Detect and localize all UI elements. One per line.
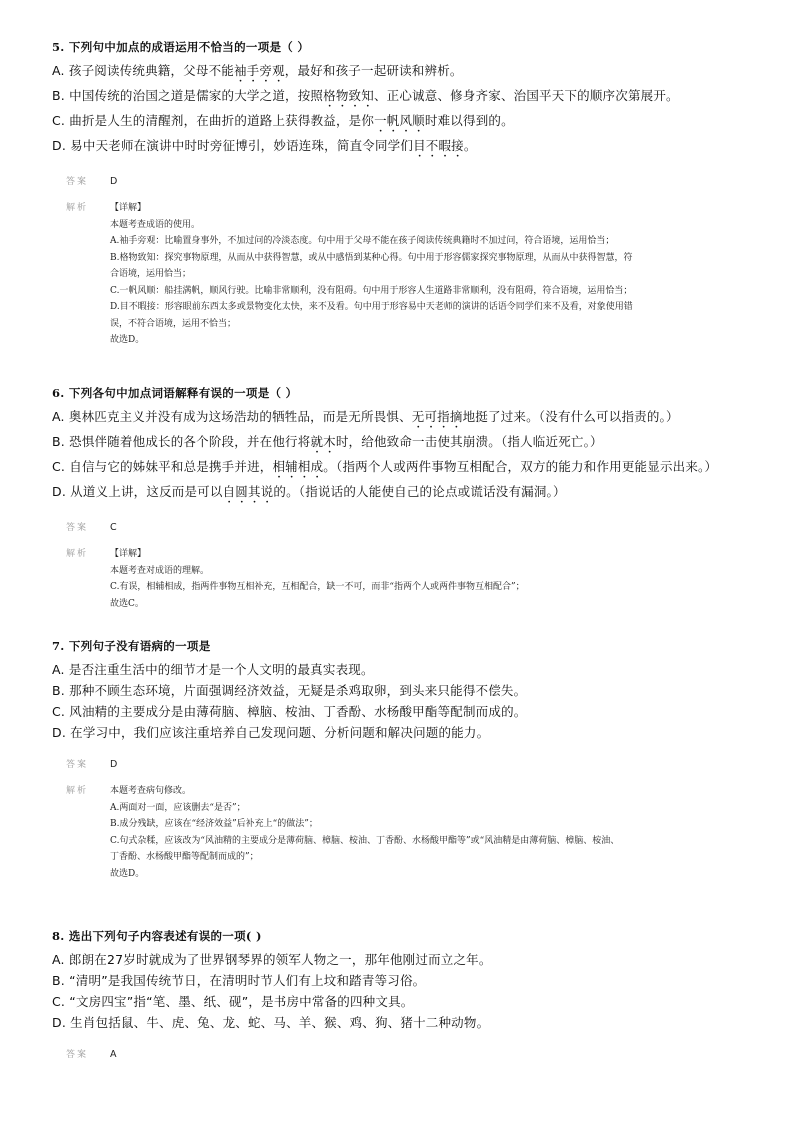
analysis-label: 解析 [66,786,89,796]
analysis-text: 【详解】 本题考查成语的使用。 A.袖手旁观：比喻置身事外，不加过问的冷淡态度。句中用于父母不能在孩子阅读传统典籍时不加过问，符合语境，运用恰当； B.格物致知：探究事物原理，从而从中获得智慧，或从中感悟到某种心得。句中用于形容儒家探究事物原理，从而从中获得智慧，符 合语境，运用恰当； C.一帆风顺：船挂满帆，顺风行驶。比喻非常顺利，没有阻碍。句中用于形容人生道路非常顺利，没有阻碍，符合语境，运用恰当； D.目不暇接：形容眼前东西太多或景物变化太快，来不及看。句中用于形容易中天老师的演讲的话语令同学们来不及看，对象使用错 误，不符合语境，运用不恰当； 故选D。 [110,203,633,345]
dotted-phrase: 就木 [310,434,336,449]
analysis-row [52,200,772,349]
option-c: C. “文房四宝”指“笔、墨、纸、砚”，是书房中常备的四种文具。 [52,994,414,1009]
answer-row [52,174,772,190]
dotted-idiom: 一帆风顺 [374,113,425,128]
analysis-label: 解析 [66,549,89,559]
option-d: D. 易中天老师在演讲中时时旁征博引，妙语连珠，简直令同学们目不暇接。 [52,138,477,153]
question-stem: 8. 选出下列句子内容表述有误的一项( ) [52,929,262,943]
option-c: C. 曲折是人生的清醒剂，在曲折的道路上获得教益，是你一帆风顺时难以得到的。 [52,113,514,128]
option-c: C. 自信与它的姊妹平和总是携手并进，相辅相成。（指两个人或两件事物互相配合，双方的能力和作用更能显示出来。） [52,459,718,474]
dotted-idiom: 格物致知 [323,88,374,103]
question-7 [52,637,772,882]
answer-row [52,1047,772,1063]
dotted-phrase: 自圆其说 [222,484,274,499]
answer-value: D [110,759,118,770]
dotted-phrase: 相辅相成 [272,459,324,474]
question-8 [52,927,772,1063]
option-d: D. 在学习中，我们应该注重培养自己发现问题、分析问题和解决问题的能力。 [52,725,490,740]
option-c: C. 风油精的主要成分是由薄荷脑、樟脑、桉油、丁香酚、水杨酸甲酯等配制而成的。 [52,704,527,719]
option-b: B. 中国传统的治国之道是儒家的大学之道，按照格物致知、正心诚意、修身齐家、治国平天下的顺序次第展开。 [52,88,679,103]
option-b: B. 恐惧伴随着他成长的各个阶段，并在他行将就木时，给他致命一击使其崩溃。（指人临近死亡。） [52,434,603,449]
option-b: B. 那种不顾生态环境，片面强调经济效益，无疑是杀鸡取卵，到头来只能得不偿失。 [52,683,527,698]
answer-label: 答案 [66,177,89,187]
option-b: B. “清明”是我国传统节日，在清明时节人们有上坟和踏青等习俗。 [52,973,426,988]
answer-row [52,520,772,536]
question-stem: 5. 下列句中加点的成语运用不恰当的一项是（ ） [52,40,310,54]
answer-value: A [110,1049,117,1060]
dotted-idiom: 袖手旁观 [233,63,285,78]
option-a: A. 孩子阅读传统典籍，父母不能袖手旁观，最好和孩子一起研读和辨析。 [52,63,463,78]
answer-label: 答案 [66,523,89,533]
option-a: A. 是否注重生活中的细节才是一个人文明的最真实表现。 [52,662,374,677]
answer-label: 答案 [66,1050,89,1060]
analysis-text: 【详解】 本题考查对成语的理解。 C.有误，相辅相成，指两件事物互相补充，互相配合，缺一不可，而非“指两个人或两件事物互相配合”； 故选C。 [110,549,525,609]
option-a: A. 奥林匹克主义并没有成为这场浩劫的牺牲品，而是无所畏惧、无可指摘地挺了过来。（没有什么可以指责的。） [52,409,679,424]
question-5 [52,38,772,349]
option-d: D. 生肖包括鼠、牛、虎、兔、龙、蛇、马、羊、猴、鸡、狗、猪十二种动物。 [52,1015,490,1030]
answer-value: C [110,522,117,533]
question-6 [52,384,772,612]
question-stem: 6. 下列各句中加点词语解释有误的一项是（ ） [52,386,298,400]
dotted-phrase: 无可指摘 [411,409,463,424]
option-a: A. 郎朗在27岁时就成为了世界钢琴界的领军人物之一，那年他刚过而立之年。 [52,952,492,967]
option-d: D. 从道义上讲，这反而是可以自圆其说的。（指说话的人能使自己的论点或谎话没有漏洞。） [52,484,566,499]
answer-row [52,757,772,773]
analysis-row [52,783,772,882]
analysis-label: 解析 [66,203,89,213]
dotted-idiom: 目不暇接 [413,138,464,153]
answer-label: 答案 [66,760,89,770]
answer-value: D [110,176,118,187]
question-stem: 7. 下列句子没有语病的一项是 [52,639,211,653]
analysis-text: 本题考查病句修改。 A.两面对一面，应该删去“是否”； B.成分残缺，应该在“经济效益”后补充上“的做法”； C.句式杂糅，应该改为“风油精的主要成分是薄荷脑、樟脑、桉油、丁香酚、水杨酸甲酯等”或“风油精是由薄荷脑、樟脑、桉油、 丁香酚、水杨酸甲酯等配制而成的”； 故选D。 [110,786,620,879]
analysis-row [52,546,772,612]
